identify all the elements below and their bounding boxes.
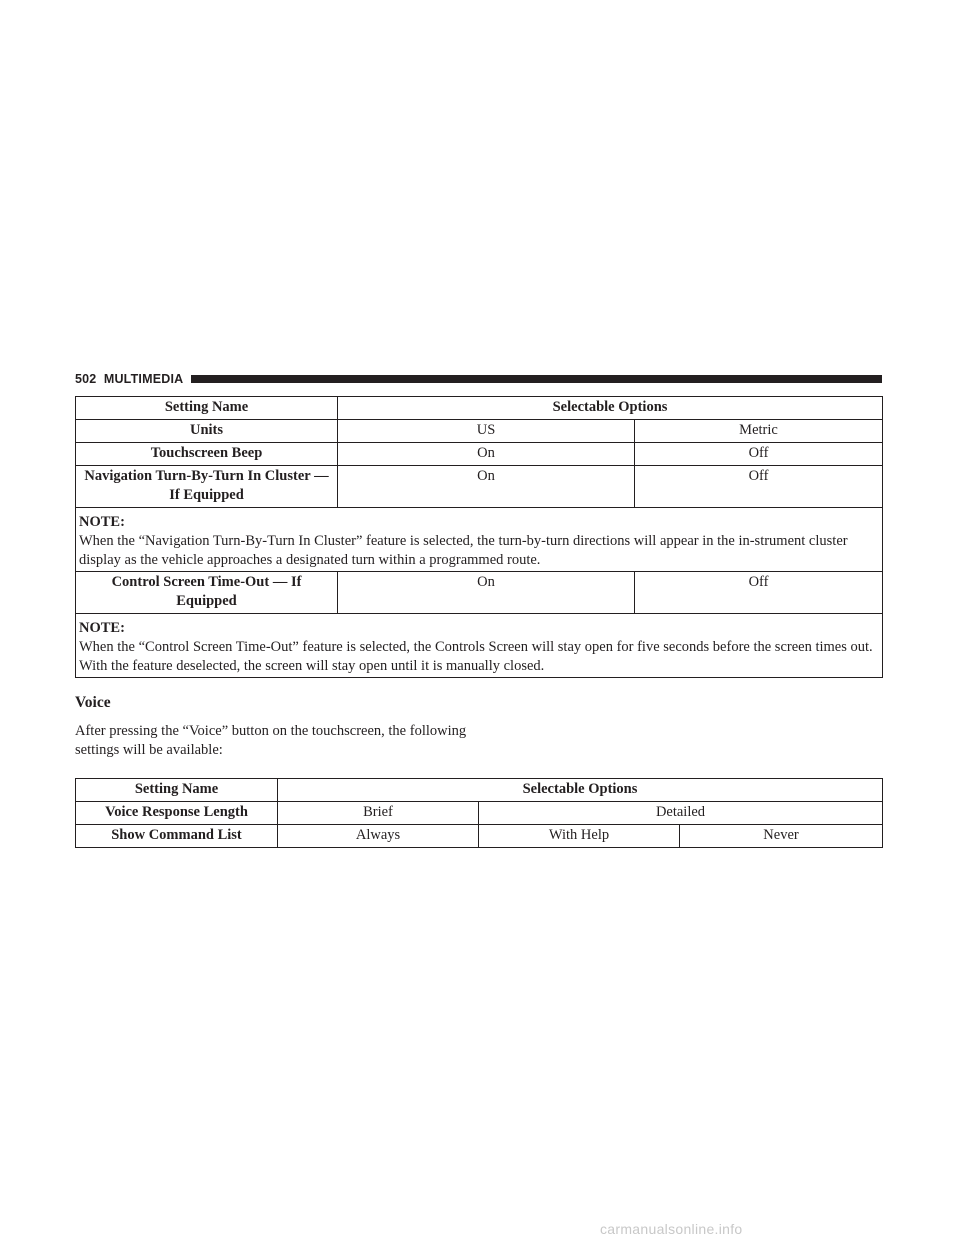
page-header xyxy=(75,372,882,386)
section-title: MULTIMEDIA xyxy=(103,372,184,386)
header-rule xyxy=(191,375,882,383)
option-cell: Metric xyxy=(635,420,883,443)
table-row xyxy=(76,466,883,508)
note-text: When the “Navigation Turn-By-Turn In Cluster” feature is selected, the turn-by-turn directions will appear in the in-strument cluster display as the vehicle approaches a designated turn within a programmed route. xyxy=(79,533,848,568)
watermark: carmanualsonline.info xyxy=(600,1221,743,1237)
header-selectable-options: Selectable Options xyxy=(278,779,883,802)
option-cell: Always xyxy=(278,825,479,848)
header-setting-name: Setting Name xyxy=(76,779,278,802)
settings-table-voice xyxy=(75,778,883,848)
header-setting-name: Setting Name xyxy=(76,397,338,420)
option-cell: Off xyxy=(635,572,883,614)
settings-table-display xyxy=(75,396,883,678)
setting-name: Voice Response Length xyxy=(76,802,278,825)
voice-intro-paragraph: After pressing the “Voice” button on the touchscreen, the following settings will be available: xyxy=(75,723,467,758)
setting-name: Navigation Turn-By-Turn In Cluster — If Equipped xyxy=(76,466,338,508)
table-row xyxy=(76,802,883,825)
page-header-label xyxy=(75,372,191,386)
table-header-row xyxy=(76,397,883,420)
option-cell: With Help xyxy=(479,825,680,848)
table-row xyxy=(76,443,883,466)
setting-name: Touchscreen Beep xyxy=(76,443,338,466)
note-cell xyxy=(76,614,883,678)
table-row xyxy=(76,572,883,614)
note-text: When the “Control Screen Time-Out” feature is selected, the Controls Screen will stay open for five seconds before the screen times out. With the feature deselected, the screen will stay open until it is manually closed. xyxy=(79,639,873,674)
header-selectable-options: Selectable Options xyxy=(338,397,883,420)
option-cell: Detailed xyxy=(479,802,883,825)
option-cell: Off xyxy=(635,443,883,466)
voice-heading: Voice xyxy=(75,694,111,711)
note-title: NOTE: xyxy=(79,620,125,636)
setting-name: Show Command List xyxy=(76,825,278,848)
option-cell: On xyxy=(338,572,635,614)
note-row xyxy=(76,508,883,572)
note-row xyxy=(76,614,883,678)
note-cell xyxy=(76,508,883,572)
option-cell: Brief xyxy=(278,802,479,825)
option-cell: Off xyxy=(635,466,883,508)
setting-name: Units xyxy=(76,420,338,443)
table-row xyxy=(76,825,883,848)
option-cell: US xyxy=(338,420,635,443)
setting-name: Control Screen Time-Out — If Equipped xyxy=(76,572,338,614)
table-row xyxy=(76,420,883,443)
table-header-row xyxy=(76,779,883,802)
note-title: NOTE: xyxy=(79,514,125,530)
option-cell: On xyxy=(338,443,635,466)
option-cell: Never xyxy=(680,825,883,848)
option-cell: On xyxy=(338,466,635,508)
page-number: 502 xyxy=(75,372,97,386)
